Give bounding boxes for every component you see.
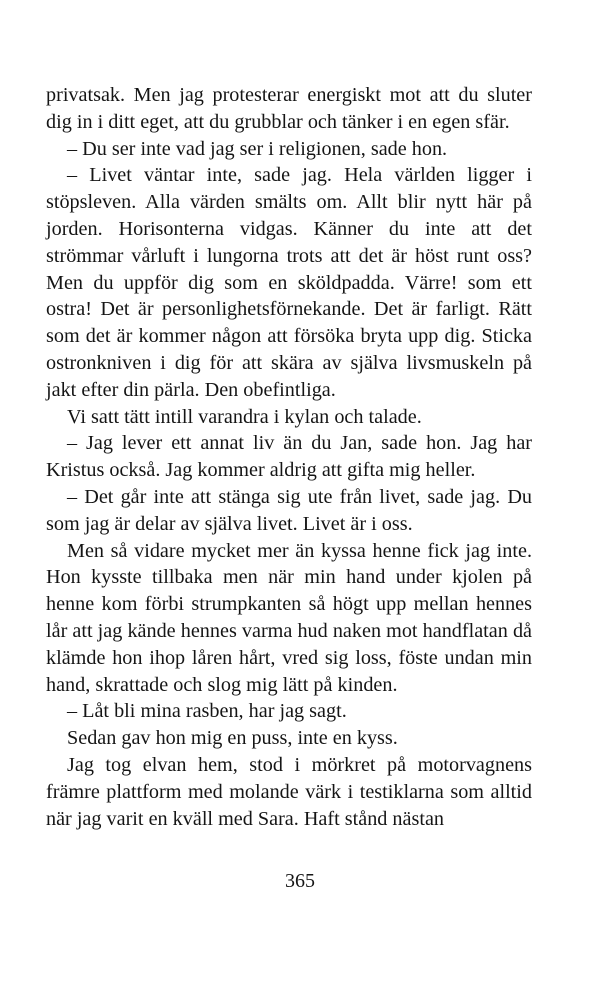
paragraph-dialogue: – Det går inte att stänga sig ute från livet, sade jag. Du som jag är delar av själva livet. Livet är i oss.	[46, 485, 532, 535]
paragraph-dialogue: – Du ser inte vad jag ser i religionen, sade hon.	[67, 137, 448, 160]
paragraph: Sedan gav hon mig en puss, inte en kyss.	[67, 727, 398, 750]
paragraph-dialogue: – Jag lever ett annat liv än du Jan, sade hon. Jag har Kristus också. Jag kommer aldrig att gifta mig heller.	[46, 432, 532, 482]
paragraph: Vi satt tätt intill varandra i kylan och talade.	[67, 405, 422, 428]
paragraph: Jag tog elvan hem, stod i mörkret på motorvagnens främre plattform med molande värk i testiklarna som alltid när jag varit en kväll med Sara. Haft stånd nästan	[46, 753, 532, 830]
paragraph: Men så vidare mycket mer än kyssa henne fick jag inte. Hon kysste tillbaka men när min hand under kjolen på henne kom förbi strumpkanten så högt upp mellan hennes lår att jag kände hennes varma hud naken mot handflatan då klämde hon ihop låren hårt, vred sig loss, föste undan min hand, skrattade och slog mig lätt på kinden.	[46, 539, 532, 696]
paragraph-dialogue: – Låt bli mina rasben, har jag sagt.	[67, 700, 347, 723]
paragraph-continued: privatsak. Men jag protesterar energiskt mot att du sluter dig in i ditt eget, att du grubblar och tänker i en egen sfär.	[46, 84, 532, 133]
body-text	[46, 82, 532, 832]
paragraph-dialogue: – Livet väntar inte, sade jag. Hela världen ligger i stöpsleven. Alla värden smälts om. Allt blir nytt här på jorden. Horisonterna vidgas. Känner du inte att det strömmar vårluft i lungorna trots att det är höst runt oss? Men du uppför dig som en sköldpadda. Värre! som ett ostra! Det är personlighetsförnekande. Det är farligt. Rätt som det är kommer någon att försöka bryta upp dig. Sticka ostronkniven i dig för att skära av själva livsmuskeln på jakt efter din pärla. Den obefintliga.	[46, 164, 532, 401]
page-number: 365	[285, 870, 315, 892]
